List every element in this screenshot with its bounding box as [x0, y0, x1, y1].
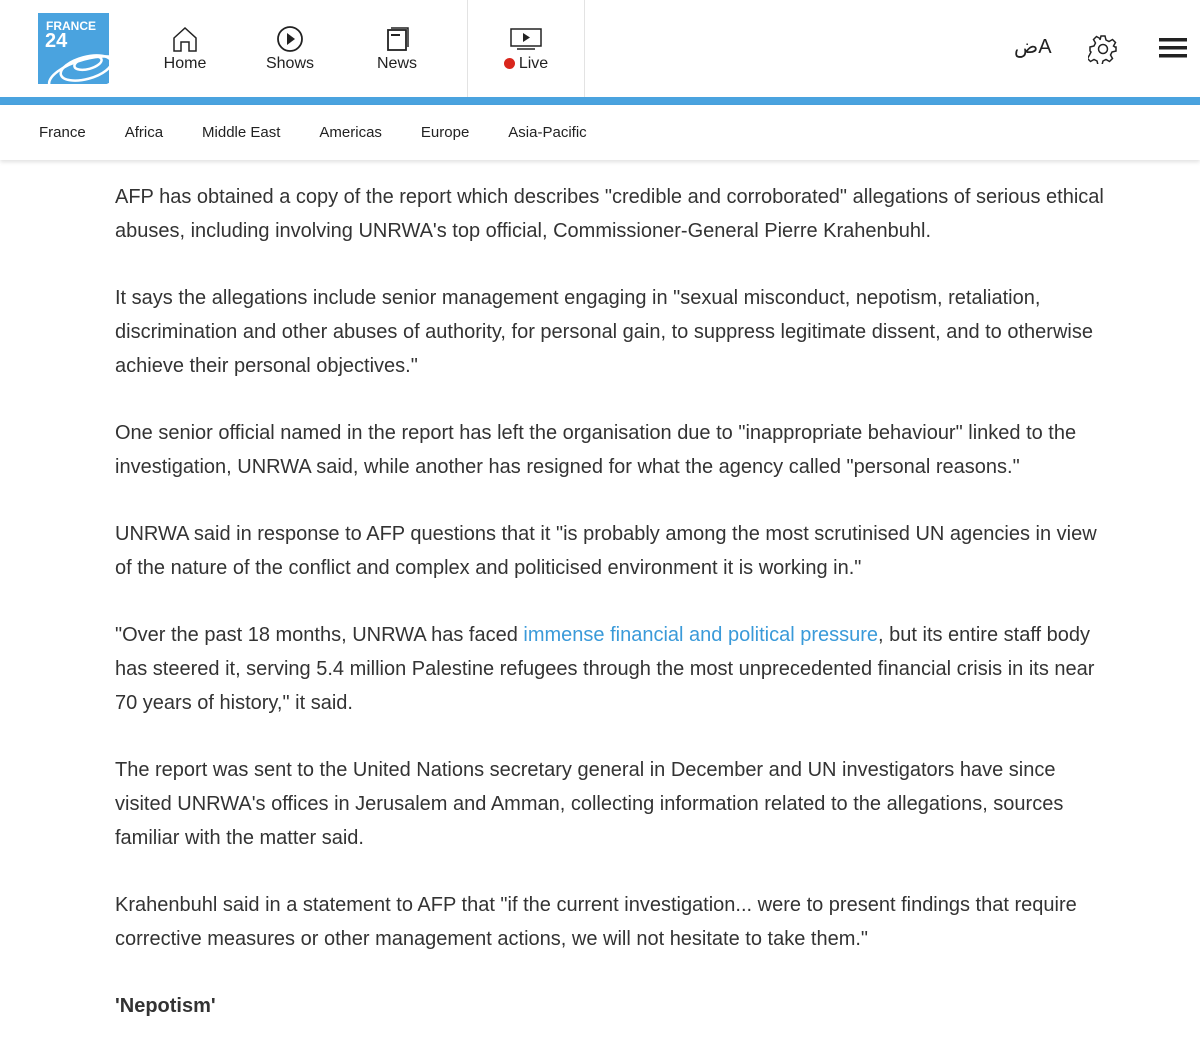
- paragraph: AFP has obtained a copy of the report which describes "credible and corroborated" allegations of serious ethical abuses, including involving UNRWA's top official, Commissioner-General Pierre Krahenbuhl.: [115, 186, 1104, 242]
- regions-nav: [0, 105, 1200, 160]
- nav-shows[interactable]: Shows: [262, 0, 318, 97]
- newspaper-icon: [383, 25, 411, 53]
- region-africa[interactable]: Africa: [124, 124, 164, 141]
- nav-news[interactable]: News: [372, 0, 422, 97]
- region-france[interactable]: France: [39, 124, 86, 141]
- region-middle-east[interactable]: Middle East: [202, 124, 281, 141]
- language-icon[interactable]: ضA: [1014, 36, 1052, 58]
- france24-logo[interactable]: FRANCE 24: [38, 13, 109, 84]
- live-dot-icon: [504, 58, 515, 69]
- region-europe[interactable]: Europe: [420, 124, 470, 141]
- nav-live[interactable]: Live: [467, 0, 585, 97]
- hamburger-menu-icon[interactable]: [1159, 36, 1187, 60]
- logo-waves-icon: [38, 13, 109, 84]
- paragraph: One senior official named in the report has left the organisation due to "inappropriate behaviour" linked to the investigation, UNRWA said, while another has resigned for what the agency called "personal reasons.": [115, 422, 1077, 478]
- region-americas[interactable]: Americas: [319, 124, 382, 141]
- home-icon: [171, 25, 199, 53]
- play-circle-icon: [276, 25, 304, 53]
- tv-play-icon: [509, 25, 543, 53]
- paragraph: Krahenbuhl said in a statement to AFP that "if the current investigation... were to present findings that require corrective measures or other management actions, we will not hesitate to take them.": [115, 894, 1077, 950]
- paragraph: The report was sent to the United Nations secretary general in December and UN investigators have since visited UNRWA's offices in Jerusalem and Amman, collecting information related to the allegations, sources familiar with the matter said.: [115, 759, 1064, 849]
- accent-bar: [0, 97, 1200, 105]
- site-header: [0, 0, 1200, 97]
- paragraph: UNRWA said in response to AFP questions that it "is probably among the most scrutinised UN agencies in view of the nature of the conflict and complex and politicised environment it is working in.": [115, 523, 1097, 579]
- gear-icon[interactable]: [1088, 34, 1118, 64]
- pressure-link[interactable]: immense financial and political pressure: [523, 624, 879, 646]
- paragraph: It says the allegations include senior management engaging in "sexual misconduct, nepotism, retaliation, discrimination and other abuses of authority, for personal gain, to suppress legitimate dissent, and to otherwise achieve their personal objectives.": [115, 287, 1093, 377]
- nav-home[interactable]: Home: [160, 0, 210, 97]
- paragraph: "Over the past 18 months, UNRWA has faced immense financial and political pressure, but its entire staff body has steered it, serving 5.4 million Palestine refugees through the most unprecedented financial crisis in its near 70 years of history," it said.: [115, 624, 1095, 714]
- region-asia-pacific[interactable]: Asia-Pacific: [508, 124, 587, 141]
- article-body: [0, 160, 1200, 1023]
- subheading: 'Nepotism': [115, 995, 216, 1017]
